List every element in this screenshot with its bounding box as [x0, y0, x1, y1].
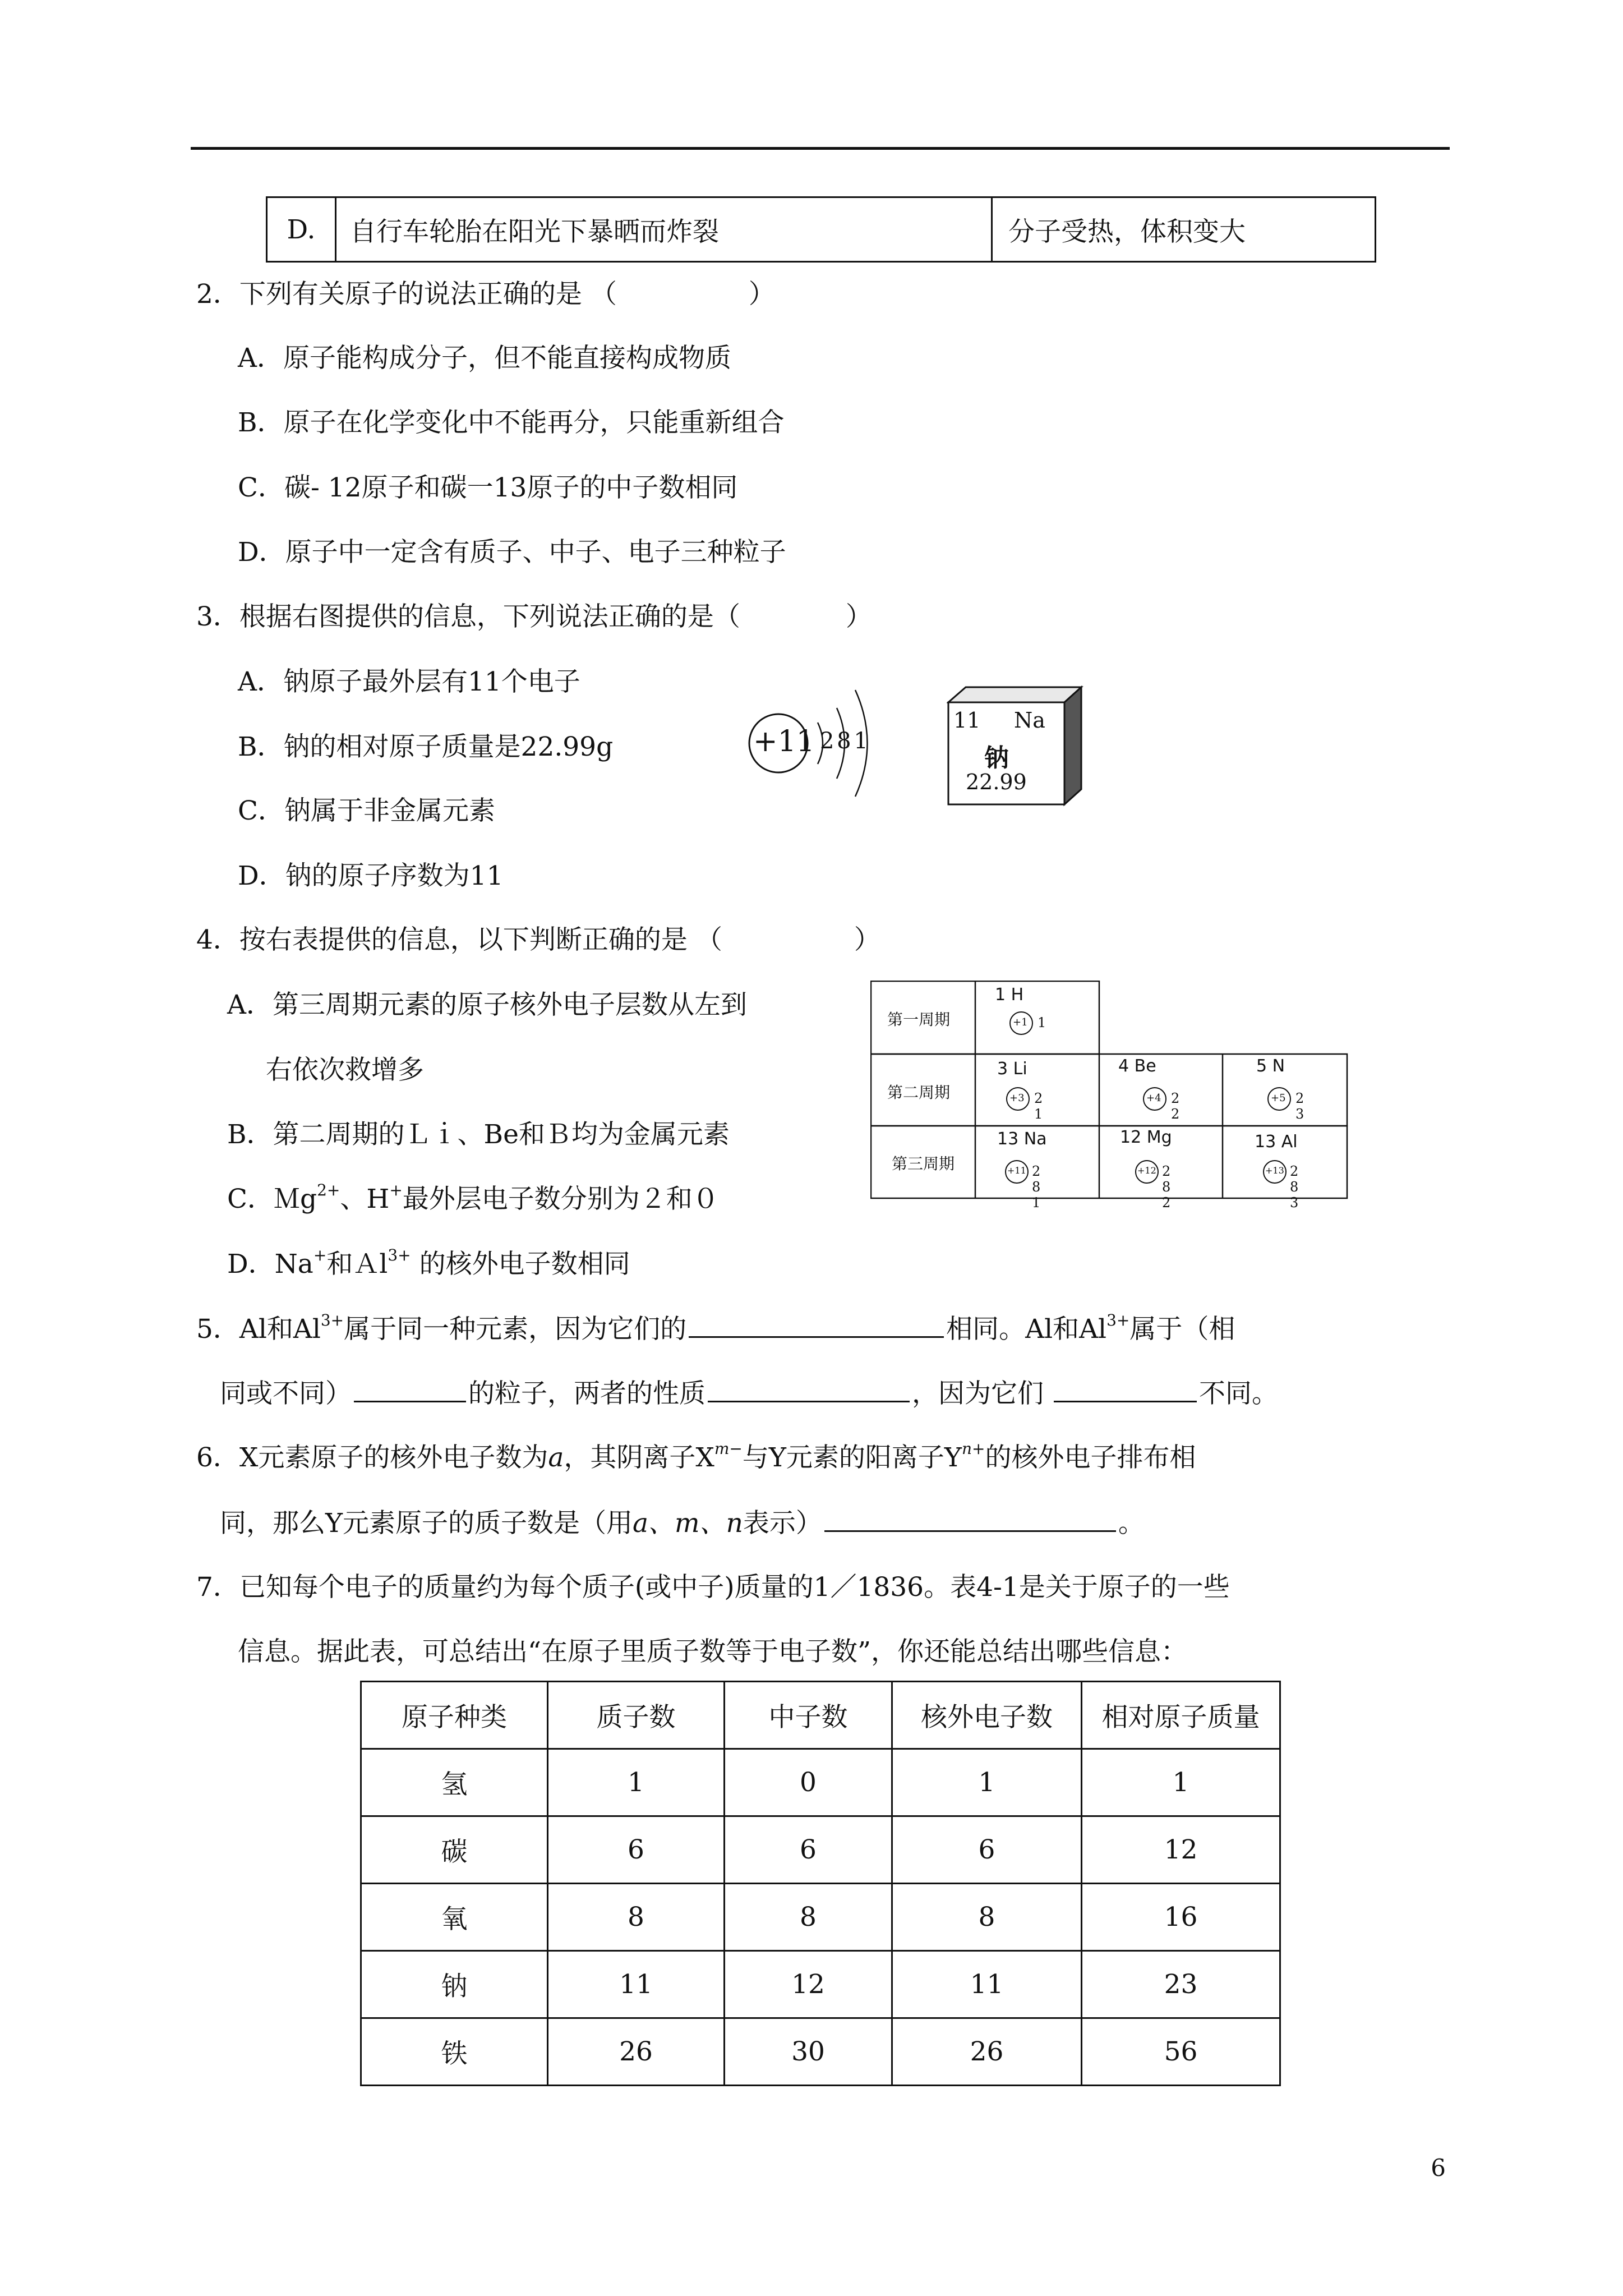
table-cell: 30	[725, 2018, 892, 2086]
q5-line2	[220, 1376, 1278, 1411]
q2-stem: 2．下列有关原子的说法正确的是 （ ）	[196, 279, 775, 310]
q5-l2-a: 同或不同）	[220, 1378, 352, 1409]
q4-option-c-mid: 、H	[340, 1184, 390, 1214]
table-cell: 1	[548, 1749, 725, 1816]
q6-l2-c: 。	[1118, 1508, 1145, 1539]
element-al-shells: 2 8 3	[1290, 1163, 1299, 1211]
q5-l1-a: 5．Al和Al	[196, 1314, 321, 1345]
element-li-nucleus: +3	[1009, 1092, 1025, 1104]
table-header: 原子种类	[361, 1682, 548, 1749]
na-charge: +	[313, 1246, 327, 1264]
table-cell: 碳	[361, 1816, 548, 1884]
q2-option-b: B．原子在化学变化中不能再分，只能重新组合	[238, 407, 785, 438]
element-be-label: 4 Be	[1118, 1056, 1156, 1076]
q4-option-a-line2: 右依次救增多	[266, 1055, 424, 1085]
element-li-label: 3 Li	[997, 1059, 1027, 1079]
q6-l2-a: 同，那么Y元素原子的质子数是（用	[220, 1508, 633, 1539]
period-3-label: 第三周期	[892, 1154, 955, 1173]
table-row	[361, 1884, 1280, 1951]
q4-option-c-pre: C．Ｍg	[227, 1184, 317, 1214]
table-cell: 6	[725, 1816, 892, 1884]
element-be-nucleus: +4	[1146, 1092, 1161, 1104]
q6-l2-b: 表示）	[743, 1508, 822, 1539]
q6-l1-a: 6．X元素原子的核外电子数为	[196, 1442, 548, 1473]
q4-option-d-mid: 和Ａl	[326, 1249, 388, 1280]
table-row	[361, 1749, 1280, 1816]
element-h-nucleus: +1	[1013, 1016, 1028, 1028]
element-b-label: 5 N	[1256, 1056, 1285, 1076]
element-mg-nucleus: +12	[1137, 1165, 1156, 1176]
element-b-nucleus: +5	[1271, 1092, 1286, 1104]
q6-blank[interactable]	[824, 1506, 1116, 1532]
table-cell: 6	[892, 1816, 1082, 1884]
element-li-shells: 2 1	[1034, 1091, 1043, 1122]
q1-row-explain: 分子受热，体积变大	[992, 197, 1376, 262]
q1-table-row-d	[266, 196, 1376, 263]
table-cell: 11	[892, 1951, 1082, 2018]
q5-line1	[196, 1312, 1235, 1346]
q6-l1-b: ，其阴离子X	[564, 1442, 714, 1473]
q4-option-b: B．第二周期的Ｌｉ、Be和Ｂ均为金属元素	[227, 1119, 730, 1150]
q5-l2-c: ，因为它们	[912, 1378, 1044, 1409]
table-cell: 8	[892, 1884, 1082, 1951]
q5-blank-3[interactable]	[708, 1376, 910, 1402]
q3-option-b: B．钠的相对原子质量是22.99g	[238, 731, 614, 762]
q4-option-d	[227, 1248, 630, 1281]
q5-l2-b: 的粒子，两者的性质	[468, 1378, 706, 1409]
q5-l1-c: 相同。Al和Al	[946, 1314, 1107, 1345]
q2-option-c: C．碳- 12原子和碳一13原子的中子数相同	[238, 472, 738, 503]
element-mg-shells: 2 8 2	[1162, 1163, 1171, 1211]
table-header-row	[361, 1682, 1280, 1749]
table-cell: 23	[1082, 1951, 1280, 2018]
q1-row-text: 自行车轮胎在阳光下暴晒而炸裂	[336, 197, 992, 262]
h-charge: +	[389, 1181, 403, 1199]
sodium-atomic-number: 11	[953, 708, 981, 733]
table-cell: 12	[1082, 1816, 1280, 1884]
q5-l1-sup2: 3+	[1106, 1311, 1130, 1329]
q4-option-c	[227, 1182, 719, 1216]
element-al-label: 13 Al	[1255, 1132, 1298, 1152]
q6-var-a: a	[548, 1442, 564, 1473]
q3-stem: 3．根据右图提供的信息，下列说法正确的是（ ）	[196, 601, 872, 632]
table-cell: 8	[548, 1884, 725, 1951]
table-header: 相对原子质量	[1082, 1682, 1280, 1749]
period-1-label: 第一周期	[887, 1010, 951, 1029]
q4-option-a-line1: A．第三周期元素的原子核外电子层数从左到	[227, 990, 747, 1020]
q6-y-charge: n+	[961, 1439, 985, 1458]
table-cell: 26	[548, 2018, 725, 2086]
table-cell: 11	[548, 1951, 725, 2018]
sodium-nucleus-charge: +11	[753, 725, 815, 758]
table-cell: 氢	[361, 1749, 548, 1816]
q4-option-d-post: 的核外电子数相同	[411, 1249, 630, 1280]
sodium-symbol: Na	[1014, 708, 1045, 733]
element-be-shells: 2 2	[1171, 1091, 1180, 1122]
page-number: 6	[1431, 2154, 1446, 2182]
table-cell: 钠	[361, 1951, 548, 2018]
table-row	[361, 2018, 1280, 2086]
mg-charge: 2+	[317, 1181, 340, 1199]
al-charge: 3+	[388, 1246, 411, 1264]
table-header: 中子数	[725, 1682, 892, 1749]
sodium-atomic-mass: 22.99	[966, 770, 1027, 794]
atom-info-table	[360, 1681, 1281, 2086]
table-header: 核外电子数	[892, 1682, 1082, 1749]
sodium-name: 钠	[984, 744, 1009, 772]
periodic-table-figure	[870, 981, 1348, 1211]
q7-line2: 信息。据此表，可总结出“在原子里质子数等于电子数”，你还能总结出哪些信息：	[238, 1636, 1188, 1667]
q5-l1-b: 属于同一种元素，因为它们的	[344, 1314, 687, 1345]
element-na-label: 13 Na	[997, 1129, 1047, 1149]
q5-l1-sup: 3+	[320, 1311, 344, 1329]
table-row	[361, 1951, 1280, 2018]
sodium-shell-electrons: 2 8 1	[820, 728, 866, 754]
q4-stem: 4．按右表提供的信息，以下判断正确的是 （ ）	[196, 924, 880, 955]
q3-option-d: D．钠的原子序数为11	[238, 861, 504, 891]
element-na-nucleus: +11	[1007, 1165, 1026, 1176]
q3-option-a: A．钠原子最外层有11个电子	[238, 666, 580, 697]
element-b-shells: 2 3	[1295, 1091, 1304, 1122]
q5-l1-d: 属于（相	[1129, 1314, 1235, 1345]
q4-option-c-post: 最外层电子数分别为２和０	[402, 1184, 719, 1214]
q6-vars: a、m、n	[633, 1508, 743, 1539]
table-cell: 1	[892, 1749, 1082, 1816]
q5-l2-d: 不同。	[1199, 1378, 1278, 1409]
table-cell: 26	[892, 2018, 1082, 2086]
table-cell: 56	[1082, 2018, 1280, 2086]
q5-blank-4[interactable]	[1054, 1376, 1197, 1402]
table-cell: 16	[1082, 1884, 1280, 1951]
element-h-shells: 1	[1038, 1015, 1046, 1030]
table-cell: 0	[725, 1749, 892, 1816]
q5-blank-1[interactable]	[689, 1312, 944, 1338]
element-h-label: 1 H	[995, 985, 1024, 1005]
table-cell: 铁	[361, 2018, 548, 2086]
table-header: 质子数	[548, 1682, 725, 1749]
table-cell: 8	[725, 1884, 892, 1951]
table-row	[361, 1816, 1280, 1884]
q2-option-d: D．原子中一定含有质子、中子、电子三种粒子	[238, 537, 786, 568]
q7-line1: 7．已知每个电子的质量约为每个质子(或中子)质量的1／1836。表4-1是关于原子的一些	[196, 1572, 1230, 1603]
table-cell: 1	[1082, 1749, 1280, 1816]
q6-l1-d: 的核外电子排布相	[985, 1442, 1196, 1473]
q2-option-a: A．原子能构成分子，但不能直接构成物质	[238, 343, 731, 374]
element-mg-label: 12 Mg	[1120, 1128, 1172, 1147]
q6-line2	[220, 1506, 1145, 1540]
table-cell: 氧	[361, 1884, 548, 1951]
q3-option-c: C．钠属于非金属元素	[238, 795, 495, 826]
header-rule	[191, 147, 1450, 150]
q6-line1	[196, 1441, 1196, 1475]
period-2-label: 第二周期	[887, 1083, 951, 1102]
q6-l1-c: 与Y元素的阳离子Y	[742, 1442, 962, 1473]
q6-x-charge: m−	[714, 1439, 743, 1458]
element-na-shells: 2 8 1	[1032, 1163, 1041, 1211]
q4-option-d-pre: D．Na	[227, 1249, 313, 1280]
q5-blank-2[interactable]	[354, 1376, 466, 1402]
q1-row-label: D.	[267, 197, 336, 262]
table-cell: 6	[548, 1816, 725, 1884]
element-al-nucleus: +13	[1265, 1165, 1284, 1176]
table-cell: 12	[725, 1951, 892, 2018]
